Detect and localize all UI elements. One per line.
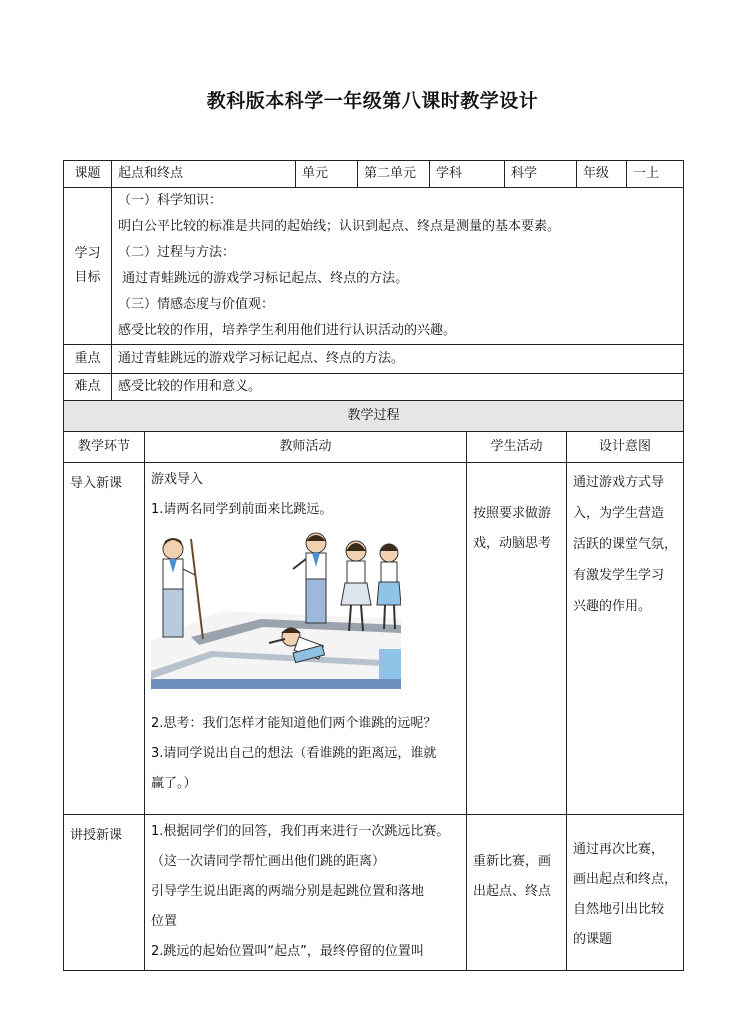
teacher-cell	[145, 463, 467, 815]
student-line: 出起点、终点	[473, 884, 552, 899]
student-cell	[467, 463, 567, 815]
topic-label: 课题	[64, 161, 112, 188]
student-line: 重新比赛，画	[473, 854, 552, 869]
teacher-line: 引导学生说出距离的两端分别是起跳位置和落地	[151, 884, 425, 899]
col-intent: 设计意图	[567, 432, 684, 463]
teacher-line: 2.思考：我们怎样才能知道他们两个谁跳的远呢？	[151, 716, 437, 731]
intent-line: 活跃的课堂气氛，	[573, 537, 678, 552]
key-point-text: 通过青蛙跳远的游戏学习标记起点、终点的方法。	[112, 345, 684, 374]
goal-line: （三）情感态度与价值观：	[118, 297, 275, 312]
difficulty-label: 难点	[64, 374, 112, 401]
teacher-line: （这一次请同学帮忙画出他们跳的距离）	[151, 854, 386, 869]
goal-line: 感受比较的作用，培养学生利用他们进行认识活动的兴趣。	[118, 323, 457, 338]
subject-label: 学科	[430, 161, 505, 188]
teacher-line: 1.根据同学们的回答，我们再来进行一次跳远比赛。	[151, 824, 450, 839]
intent-line: 兴趣的作用。	[573, 599, 652, 614]
grade-value: 一上	[627, 161, 684, 188]
long-jump-illustration	[151, 529, 460, 701]
teaching-process-table	[63, 400, 684, 971]
student-cell	[467, 815, 567, 971]
table-row	[64, 815, 684, 971]
intent-line: 自然地引出比较	[573, 902, 665, 917]
teacher-cell	[145, 815, 467, 971]
stage-cell: 导入新课	[64, 463, 145, 815]
goals-content	[112, 188, 684, 345]
student-line: 戏，动脑思考	[473, 536, 552, 551]
col-teacher: 教师活动	[145, 432, 467, 463]
grade-label: 年级	[577, 161, 627, 188]
difficulty-text: 感受比较的作用和意义。	[112, 374, 684, 401]
goal-line: （一）科学知识：	[118, 193, 223, 208]
student-line	[473, 817, 560, 847]
col-stage: 教学环节	[64, 432, 145, 463]
intent-cell	[567, 463, 684, 815]
goal-line: 明白公平比较的标准是共同的起始线；认识到起点、终点是测量的基本要素。	[118, 219, 561, 234]
teacher-line: 赢了。）	[151, 776, 197, 791]
goal-line: 通过青蛙跳远的游戏学习标记起点、终点的方法。	[118, 271, 409, 286]
goals-label: 学习 目标	[64, 188, 112, 345]
topic-value: 起点和终点	[112, 161, 296, 188]
intent-line: 入，为学生营造	[573, 506, 665, 521]
unit-label: 单元	[296, 161, 358, 188]
table-row	[64, 463, 684, 815]
intent-line: 画出起点和终点，	[573, 872, 678, 887]
intent-line: 通过再次比赛，	[573, 842, 665, 857]
intent-line: 有激发学生学习	[573, 568, 665, 583]
teacher-line: 2.跳远的起始位置叫“起点”，最终停留的位置叫	[151, 944, 424, 959]
lesson-info-table	[63, 160, 684, 401]
stage-cell: 讲授新课	[64, 815, 145, 971]
teacher-line: 3.请同学说出自己的想法（看谁跳的距离远，谁就	[151, 746, 437, 761]
subject-value: 科学	[505, 161, 577, 188]
page-title: 教科版本科学一年级第八课时教学设计	[206, 90, 539, 112]
intent-cell	[567, 815, 684, 971]
intent-line: 的课题	[573, 932, 613, 947]
intent-line: 通过游戏方式导	[573, 475, 665, 490]
process-header: 教学过程	[64, 401, 684, 432]
key-point-label: 重点	[64, 345, 112, 374]
teacher-line: 游戏导入	[151, 472, 204, 487]
unit-value: 第二单元	[358, 161, 430, 188]
teacher-line: 1.请两名同学到前面来比跳远。	[151, 502, 333, 517]
goal-line: （二）过程与方法：	[118, 245, 236, 260]
teacher-line: 位置	[151, 914, 178, 929]
student-line: 按照要求做游	[473, 506, 552, 521]
col-student: 学生活动	[467, 432, 567, 463]
long-jump-image	[151, 529, 401, 689]
